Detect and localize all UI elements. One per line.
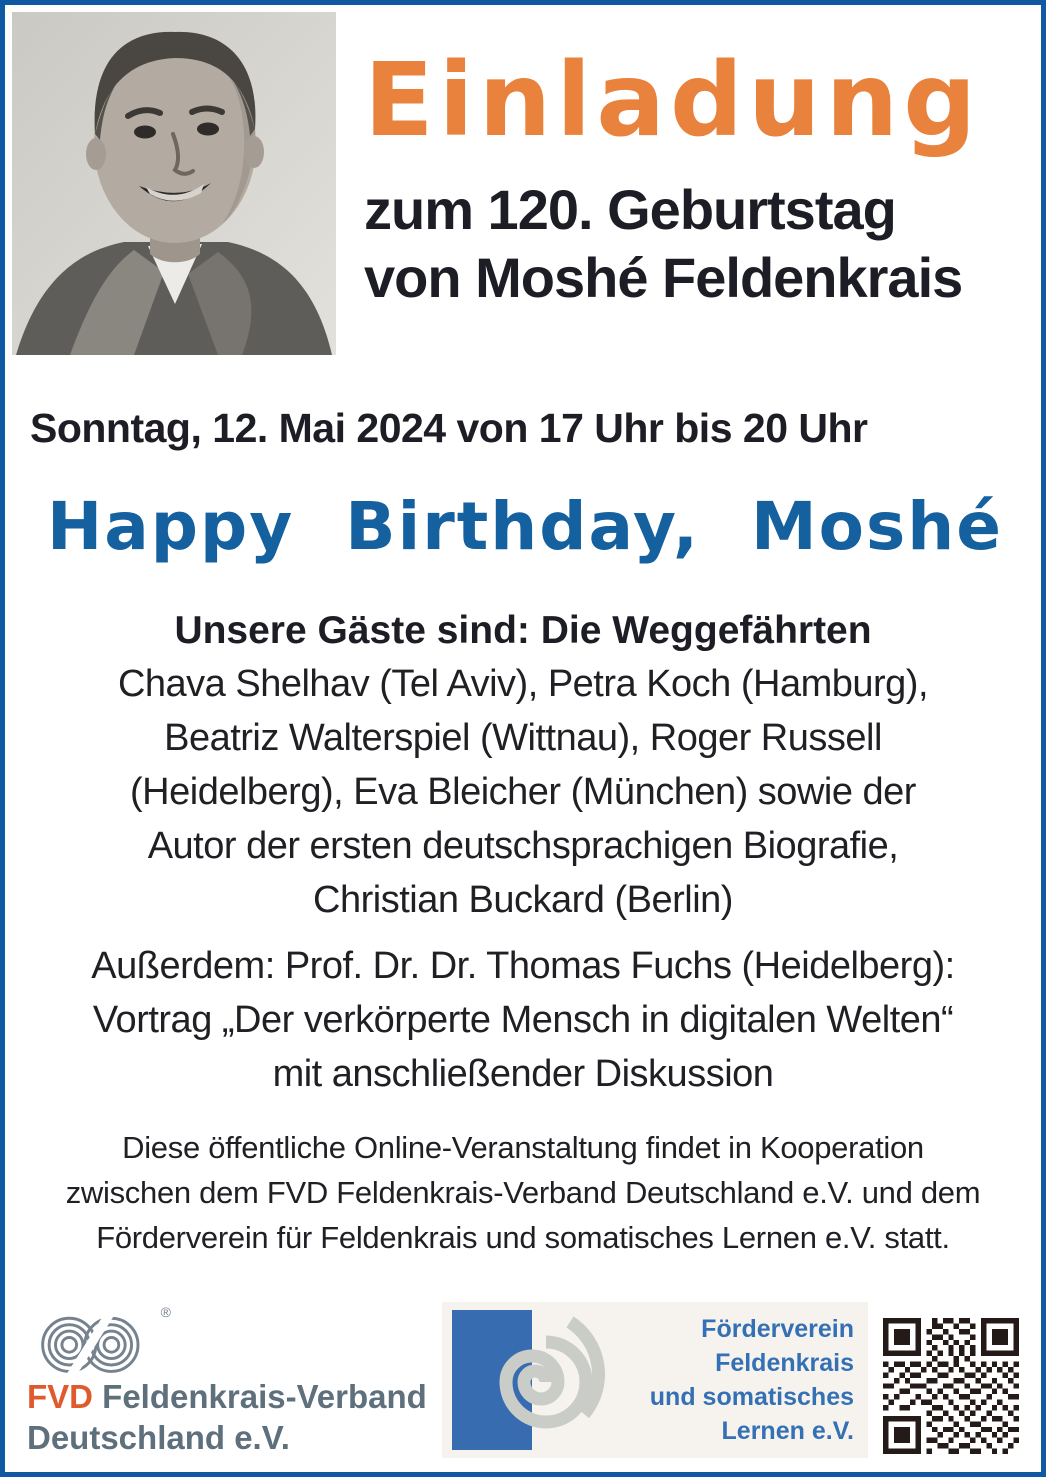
lecture-line: Vortrag „Der verkörperte Mensch in digitalen Welten“ <box>92 999 954 1041</box>
fvd-name-line <box>27 1376 427 1417</box>
guest-line: Chava Shelhav (Tel Aviv), Petra Koch (Hamburg), <box>117 663 929 705</box>
portrait-photo-illustration <box>12 12 336 355</box>
lecture-line: Außerdem: Prof. Dr. Dr. Thomas Fuchs (Heidelberg): <box>91 945 955 987</box>
event-datetime: Sonntag, 12. Mai 2024 von 17 Uhr bis 20 Uhr <box>30 405 868 451</box>
subtitle-line-2: von Moshé Feldenkrais <box>364 246 963 310</box>
fvd-country-line: Deutschland e.V. <box>27 1418 290 1456</box>
lecture-line: mit anschließender Diskussion <box>272 1053 774 1095</box>
guest-line: Christian Buckard (Berlin) <box>313 879 733 921</box>
fvd-logo <box>27 1303 427 1459</box>
qr-code-icon <box>883 1318 1019 1454</box>
footer-logos <box>5 1302 1041 1458</box>
foerderverein-line: Lernen e.V. <box>721 1417 855 1445</box>
header <box>5 5 1041 355</box>
foerderverein-line: Feldenkrais <box>715 1349 855 1377</box>
foerderverein-name <box>650 1312 854 1448</box>
fvd-association-name: Feldenkrais-Verband <box>102 1377 427 1415</box>
page-subtitle <box>364 176 1033 313</box>
cooperation-section <box>5 1125 1041 1260</box>
cooperation-line: Diese öffentliche Online-Veranstaltung findet in Kooperation <box>122 1130 924 1165</box>
foerderverein-line: Förderverein <box>701 1315 855 1343</box>
cooperation-line: Förderverein für Feldenkrais und somatisches Lernen e.V. statt. <box>96 1220 950 1255</box>
guest-line: Autor der ersten deutschsprachigen Biografie, <box>147 825 899 867</box>
guest-line: Beatriz Walterspiel (Wittnau), Roger Russell <box>164 717 882 759</box>
subtitle-line-1: zum 120. Geburtstag <box>364 178 896 241</box>
spiral-icon <box>452 1310 620 1450</box>
cooperation-line: zwischen dem FVD Feldenkrais-Verband Deutschland e.V. und dem <box>65 1175 981 1210</box>
fvd-abbreviation: FVD <box>27 1377 93 1415</box>
concentric-rings-icon <box>33 1303 171 1376</box>
guests-heading: Unsere Gäste sind: Die Weggefährten <box>174 609 872 652</box>
lecture-section <box>5 939 1041 1101</box>
moshe-feldenkrais-photo <box>12 12 336 355</box>
registered-trademark-mark: ® <box>160 1303 171 1320</box>
guest-line: (Heidelberg), Eva Bleicher (München) sowie der <box>130 771 916 813</box>
foerderverein-line: und somatisches <box>649 1383 855 1411</box>
guests-section <box>5 605 1041 927</box>
page-title: Einladung <box>364 41 982 160</box>
title-block <box>336 12 1041 355</box>
birthday-greeting: Happy Birthday, Moshé <box>47 488 1004 565</box>
foerderverein-logo <box>442 1302 868 1458</box>
